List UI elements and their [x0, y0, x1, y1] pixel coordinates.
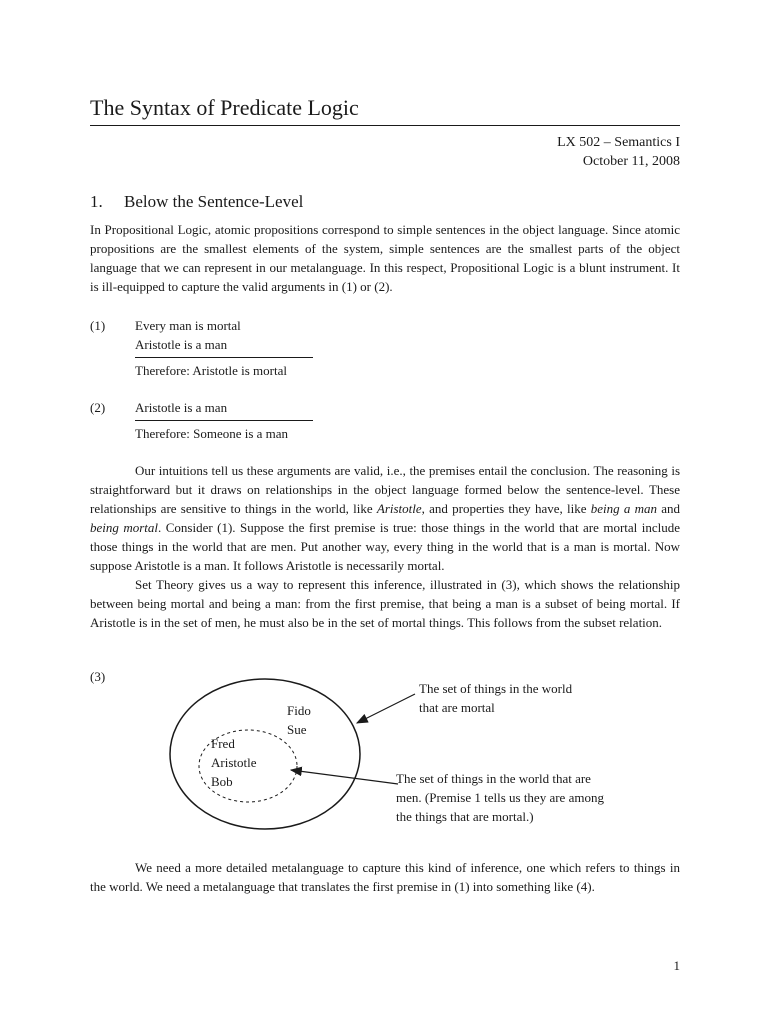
- example-1-premise-1: Every man is mortal: [135, 318, 241, 333]
- section-title: Below the Sentence-Level: [124, 192, 304, 211]
- example-2-premise-1: Aristotle is a man: [135, 400, 228, 415]
- inner-set-members: [211, 734, 257, 791]
- callout-outer-line-1: The set of things in the world: [419, 681, 573, 696]
- callout-outer-set: [419, 679, 572, 717]
- term-being-a-man: being a man: [590, 501, 657, 516]
- page-number: 1: [673, 958, 680, 973]
- arrow-to-outer-set: [357, 694, 415, 723]
- member-bob: Bob: [211, 774, 233, 789]
- outer-set-mortal: [170, 679, 360, 829]
- course-name: LX 502 – Semantics I: [557, 135, 680, 150]
- term-being-mortal: being mortal: [90, 520, 159, 535]
- member-fred: Fred: [211, 736, 235, 751]
- course-date: October 11, 2008: [582, 154, 680, 169]
- paragraph-2-text-b: , and properties they have, like: [421, 501, 591, 516]
- example-1-rule: [135, 357, 313, 358]
- figure-3-label: (3): [90, 669, 106, 684]
- callout-outer-line-2: that are mortal: [419, 700, 495, 715]
- paragraph-4: We need a more detailed metalanguage to capture this kind of inference, one which refers to things in the world. We need a metalanguage that translates the first premise in (1) into something like (4).: [90, 860, 680, 894]
- arrow-to-inner-set: [291, 770, 398, 784]
- example-2-label: (2): [90, 400, 106, 415]
- member-aristotle: Aristotle: [211, 755, 257, 770]
- example-2-rule: [135, 420, 313, 421]
- document-page: [90, 0, 680, 1024]
- member-fido: Fido: [287, 703, 311, 718]
- callout-inner-line-1: The set of things in the world that are: [396, 771, 591, 786]
- paragraph-2: [90, 461, 680, 575]
- example-2-conclusion: Therefore: Someone is a man: [135, 426, 289, 441]
- example-1-premise-2: Aristotle is a man: [135, 337, 228, 352]
- document-title: The Syntax of Predicate Logic: [90, 95, 359, 120]
- paragraph-1: In Propositional Logic, atomic propositions correspond to simple sentences in the object language. Since atomic propositions are the smallest elements of the system, simple sentences are the smallest parts of the object language that we can represent in our metalanguage. In this respect, Propositional Logic is a blunt instrument. It is ill-equipped to capture the valid arguments in (1) or (2).: [90, 222, 680, 294]
- term-aristotle: Aristotle: [376, 501, 422, 516]
- callout-inner-line-2: men. (Premise 1 tells us they are among: [396, 790, 604, 805]
- example-1-conclusion: Therefore: Aristotle is mortal: [135, 363, 287, 378]
- callout-inner-line-3: the things that are mortal.): [396, 809, 534, 824]
- paragraph-2-text-d: . Consider (1). Suppose the first premise is true: those things in the world that are mortal include those things in the world that are men. Put another way, every thing in the world that is a man is mortal. Now suppose Aristotle is a man. It follows Aristotle is necessarily mortal.: [90, 520, 680, 573]
- paragraph-2-text-a: Our intuitions tell us these arguments are valid, i.e., the premises entail the conclusion. The reasoning is straightforward but it draws on relationships in the object language formed below the sentence-level. These relationships are sensitive to things in the world, like: [90, 463, 680, 516]
- example-1-label: (1): [90, 318, 106, 333]
- paragraph-2-text-c: and: [656, 501, 680, 516]
- title-rule: [90, 125, 680, 126]
- callout-inner-set: [396, 769, 604, 826]
- member-sue: Sue: [287, 722, 307, 737]
- section-number: 1.: [90, 192, 103, 211]
- paragraph-3: Set Theory gives us a way to represent this inference, illustrated in (3), which shows the relationship between being mortal and being a man: from the first premise, that being a man is a subset of being mortal. If Aristotle is in the set of men, he must also be in the set of mortal things. This follows from the subset relation.: [90, 577, 680, 630]
- section-heading: [90, 191, 303, 213]
- outer-set-members: [287, 701, 311, 739]
- course-info: [557, 133, 680, 171]
